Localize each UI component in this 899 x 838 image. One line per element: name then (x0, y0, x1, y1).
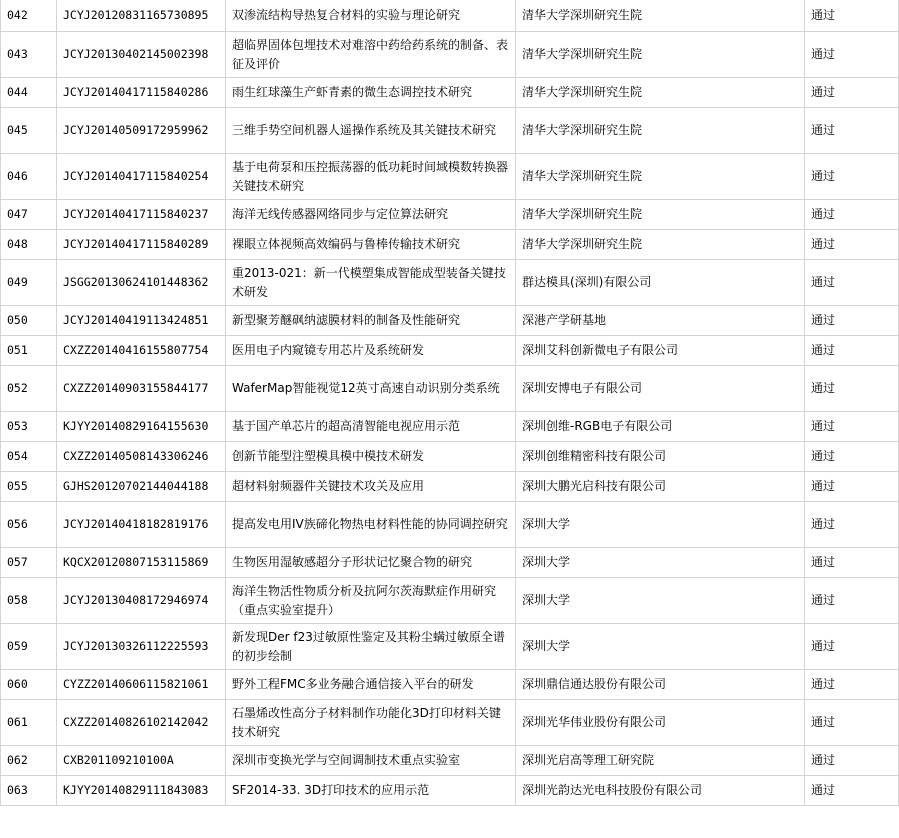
project-code: JCYJ20130408172946974 (57, 578, 226, 624)
organization: 清华大学深圳研究生院 (516, 154, 805, 200)
row-number: 060 (1, 670, 57, 700)
review-result: 通过 (805, 412, 899, 442)
table-row (1, 502, 899, 548)
row-number: 050 (1, 306, 57, 336)
table-row (1, 230, 899, 260)
review-result: 通过 (805, 108, 899, 154)
row-number: 043 (1, 32, 57, 78)
project-code: CXZZ20140416155807754 (57, 336, 226, 366)
row-number: 058 (1, 578, 57, 624)
project-code: CXZZ20140508143306246 (57, 442, 226, 472)
table-row (1, 32, 899, 78)
organization: 群达模具(深圳)有限公司 (516, 260, 805, 306)
project-title: 石墨烯改性高分子材料制作功能化3D打印材料关键技术研究 (226, 700, 516, 746)
project-title: 裸眼立体视频高效编码与鲁棒传输技术研究 (226, 230, 516, 260)
row-number: 042 (1, 0, 57, 32)
review-result: 通过 (805, 260, 899, 306)
table-row (1, 78, 899, 108)
project-title: 新型聚芳醚砜纳滤膜材料的制备及性能研究 (226, 306, 516, 336)
table-row (1, 154, 899, 200)
row-number: 062 (1, 746, 57, 776)
project-code: JCYJ20140417115840254 (57, 154, 226, 200)
project-title: 生物医用湿敏感超分子形状记忆聚合物的研究 (226, 548, 516, 578)
project-title: 海洋生物活性物质分析及抗阿尔茨海默症作用研究（重点实验室提升） (226, 578, 516, 624)
table-row (1, 442, 899, 472)
organization: 深圳光华伟业股份有限公司 (516, 700, 805, 746)
review-result: 通过 (805, 502, 899, 548)
project-code: JCYJ20120831165730895 (57, 0, 226, 32)
table-row (1, 700, 899, 746)
project-code: JCYJ20130326112225593 (57, 624, 226, 670)
row-number: 054 (1, 442, 57, 472)
organization: 深圳光韵达光电科技股份有限公司 (516, 776, 805, 806)
review-result: 通过 (805, 746, 899, 776)
organization: 清华大学深圳研究生院 (516, 78, 805, 108)
row-number: 061 (1, 700, 57, 746)
project-title: 雨生红球藻生产虾青素的微生态调控技术研究 (226, 78, 516, 108)
table-row (1, 548, 899, 578)
organization: 深圳鼎信通达股份有限公司 (516, 670, 805, 700)
review-result: 通过 (805, 230, 899, 260)
organization: 清华大学深圳研究生院 (516, 200, 805, 230)
project-title: SF2014-33. 3D打印技术的应用示范 (226, 776, 516, 806)
table-row (1, 776, 899, 806)
review-result: 通过 (805, 32, 899, 78)
review-result: 通过 (805, 366, 899, 412)
project-code: GJHS20120702144044188 (57, 472, 226, 502)
project-code: CXZZ20140826102142042 (57, 700, 226, 746)
row-number: 063 (1, 776, 57, 806)
review-result: 通过 (805, 700, 899, 746)
project-title: 野外工程FMC多业务融合通信接入平台的研发 (226, 670, 516, 700)
project-title: WaferMap智能视觉12英寸高速自动识别分类系统 (226, 366, 516, 412)
project-title: 深圳市变换光学与空间调制技术重点实验室 (226, 746, 516, 776)
organization: 深港产学研基地 (516, 306, 805, 336)
review-result: 通过 (805, 0, 899, 32)
project-code: JSGG20130624101448362 (57, 260, 226, 306)
row-number: 053 (1, 412, 57, 442)
review-result: 通过 (805, 578, 899, 624)
project-title: 超临界固体包埋技术对难溶中药给药系统的制备、表征及评价 (226, 32, 516, 78)
project-code: CYZZ20140606115821061 (57, 670, 226, 700)
review-result: 通过 (805, 548, 899, 578)
organization: 深圳创维-RGB电子有限公司 (516, 412, 805, 442)
project-title: 提高发电用IV族碲化物热电材料性能的协同调控研究 (226, 502, 516, 548)
organization: 深圳艾科创新微电子有限公司 (516, 336, 805, 366)
table-row (1, 412, 899, 442)
table-row (1, 624, 899, 670)
organization: 深圳安博电子有限公司 (516, 366, 805, 412)
project-code: CXB201109210100A (57, 746, 226, 776)
table-row (1, 366, 899, 412)
project-code: JCYJ20130402145002398 (57, 32, 226, 78)
table-row (1, 746, 899, 776)
table-row (1, 0, 899, 32)
project-code: KJYY20140829111843083 (57, 776, 226, 806)
organization: 深圳大学 (516, 502, 805, 548)
review-result: 通过 (805, 472, 899, 502)
organization: 深圳大学 (516, 624, 805, 670)
organization: 清华大学深圳研究生院 (516, 108, 805, 154)
review-result: 通过 (805, 624, 899, 670)
project-code: KJYY20140829164155630 (57, 412, 226, 442)
row-number: 048 (1, 230, 57, 260)
review-result: 通过 (805, 776, 899, 806)
review-result: 通过 (805, 336, 899, 366)
project-title: 海洋无线传感器网络同步与定位算法研究 (226, 200, 516, 230)
project-code: JCYJ20140417115840237 (57, 200, 226, 230)
review-result: 通过 (805, 200, 899, 230)
table-row (1, 306, 899, 336)
project-code: JCYJ20140419113424851 (57, 306, 226, 336)
project-code: JCYJ20140417115840286 (57, 78, 226, 108)
project-title: 双渗流结构导热复合材料的实验与理论研究 (226, 0, 516, 32)
project-code: KQCX20120807153115869 (57, 548, 226, 578)
row-number: 055 (1, 472, 57, 502)
table-row (1, 200, 899, 230)
project-title: 重2013-021：新一代模塑集成智能成型装备关键技术研发 (226, 260, 516, 306)
table-row (1, 108, 899, 154)
table-row (1, 670, 899, 700)
table-row (1, 578, 899, 624)
review-result: 通过 (805, 154, 899, 200)
project-title: 超材料射频器件关键技术攻关及应用 (226, 472, 516, 502)
row-number: 057 (1, 548, 57, 578)
row-number: 045 (1, 108, 57, 154)
organization: 深圳创维精密科技有限公司 (516, 442, 805, 472)
project-code: JCYJ20140509172959962 (57, 108, 226, 154)
table-row (1, 260, 899, 306)
organization: 深圳大学 (516, 548, 805, 578)
organization: 深圳大鹏光启科技有限公司 (516, 472, 805, 502)
row-number: 044 (1, 78, 57, 108)
row-number: 046 (1, 154, 57, 200)
table-row (1, 336, 899, 366)
project-code: JCYJ20140418182819176 (57, 502, 226, 548)
organization: 深圳光启高等理工研究院 (516, 746, 805, 776)
row-number: 049 (1, 260, 57, 306)
row-number: 059 (1, 624, 57, 670)
organization: 清华大学深圳研究生院 (516, 32, 805, 78)
project-title: 创新节能型注塑模具模中模技术研发 (226, 442, 516, 472)
row-number: 056 (1, 502, 57, 548)
organization: 清华大学深圳研究生院 (516, 230, 805, 260)
row-number: 052 (1, 366, 57, 412)
review-result: 通过 (805, 78, 899, 108)
project-title: 基于电荷泵和压控振荡器的低功耗时间域模数转换器关键技术研究 (226, 154, 516, 200)
row-number: 047 (1, 200, 57, 230)
project-title: 三维手势空间机器人遥操作系统及其关键技术研究 (226, 108, 516, 154)
review-result: 通过 (805, 306, 899, 336)
project-title: 基于国产单芯片的超高清智能电视应用示范 (226, 412, 516, 442)
project-title: 新发现Der f23过敏原性鉴定及其粉尘螨过敏原全谱的初步绘制 (226, 624, 516, 670)
review-result: 通过 (805, 670, 899, 700)
review-result: 通过 (805, 442, 899, 472)
table-body (1, 0, 899, 806)
table-row (1, 472, 899, 502)
organization: 深圳大学 (516, 578, 805, 624)
organization: 清华大学深圳研究生院 (516, 0, 805, 32)
project-title: 医用电子内窥镜专用芯片及系统研发 (226, 336, 516, 366)
project-code: JCYJ20140417115840289 (57, 230, 226, 260)
row-number: 051 (1, 336, 57, 366)
project-code: CXZZ20140903155844177 (57, 366, 226, 412)
